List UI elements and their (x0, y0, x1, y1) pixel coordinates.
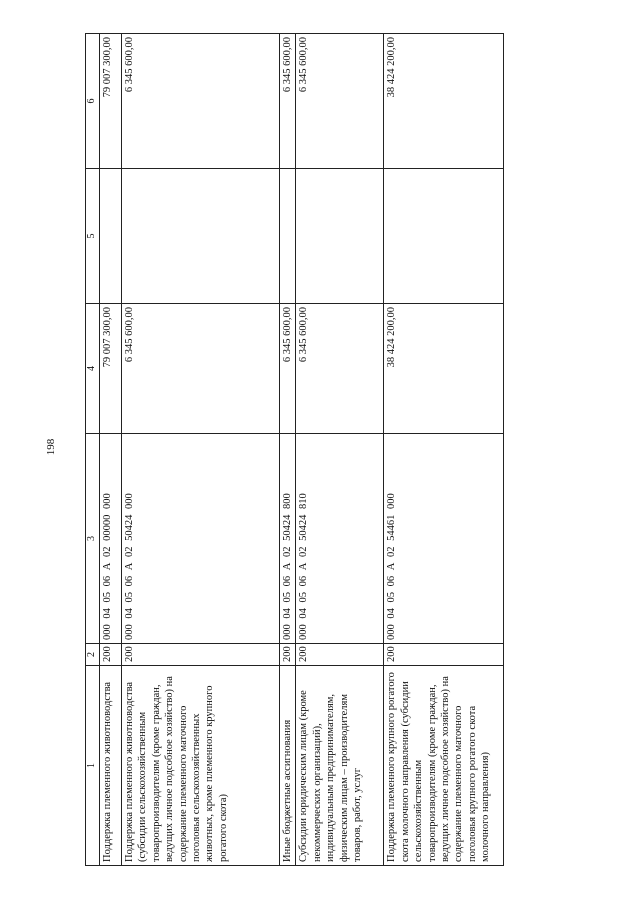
row-col5 (384, 169, 504, 304)
row-name: Субсидии юридическим лицам (кроме некоммерческих организаций), индивидуальным предпринимателям, физическим лицам – производителям товаров, работ, услуг (296, 666, 384, 866)
row-col2: 200 (121, 644, 279, 666)
row-code: 000 04 05 06 А 02 50424 800 (279, 434, 295, 644)
row-col5 (279, 169, 295, 304)
row-code: 000 04 05 06 А 02 50424 000 (121, 434, 279, 644)
row-col6: 6 345 600,00 (121, 34, 279, 169)
row-col6: 6 345 600,00 (296, 34, 384, 169)
row-col4: 6 345 600,00 (296, 304, 384, 434)
column-header: 4 (86, 304, 100, 434)
table-row (279, 34, 295, 866)
row-code: 000 04 05 06 А 02 50424 810 (296, 434, 384, 644)
row-name: Поддержка племенного животноводства (субсидии сельскохозяйственным товаропроизводителям (кроме граждан, ведущих личное подсобное хозяйство) на содержание племенного маточного поголовья сельскохозяйственных животных, кроме племенного крупного рогатого скота) (121, 666, 279, 866)
row-col2: 200 (279, 644, 295, 666)
column-header: 3 (86, 434, 100, 644)
row-col4: 6 345 600,00 (121, 304, 279, 434)
row-col2: 200 (384, 644, 504, 666)
row-name: Поддержка племенного крупного рогатого скота молочного направления (субсидии сельскохозяйственным товаропроизводителям (кроме граждан, ведущих личное подсобное хозяйство) на содержание племенного маточного поголовья крупного рогатого скота молочного направления) (384, 666, 504, 866)
column-header: 2 (86, 644, 100, 666)
row-code: 000 04 05 06 А 02 00000 000 (99, 434, 121, 644)
column-header: 5 (86, 169, 100, 304)
budget-table (85, 33, 504, 866)
rotated-table-container (85, 34, 492, 866)
page-number: 198 (45, 438, 57, 456)
row-code: 000 04 05 06 А 02 54461 000 (384, 434, 504, 644)
row-col6: 6 345 600,00 (279, 34, 295, 169)
row-col6: 79 007 300,00 (99, 34, 121, 169)
table-header-row (86, 34, 100, 866)
column-header: 6 (86, 34, 100, 169)
table-row (121, 34, 279, 866)
column-header: 1 (86, 666, 100, 866)
row-col4: 79 007 300,00 (99, 304, 121, 434)
row-col5 (99, 169, 121, 304)
table-row (384, 34, 504, 866)
row-col4: 6 345 600,00 (279, 304, 295, 434)
row-col2: 200 (296, 644, 384, 666)
row-col4: 38 424 200,00 (384, 304, 504, 434)
row-col5 (121, 169, 279, 304)
row-name: Иные бюджетные ассигнования (279, 666, 295, 866)
row-col2: 200 (99, 644, 121, 666)
row-col5 (296, 169, 384, 304)
table-row (296, 34, 384, 866)
table-row (99, 34, 121, 866)
row-col6: 38 424 200,00 (384, 34, 504, 169)
row-name: Поддержка племенного животноводства (99, 666, 121, 866)
